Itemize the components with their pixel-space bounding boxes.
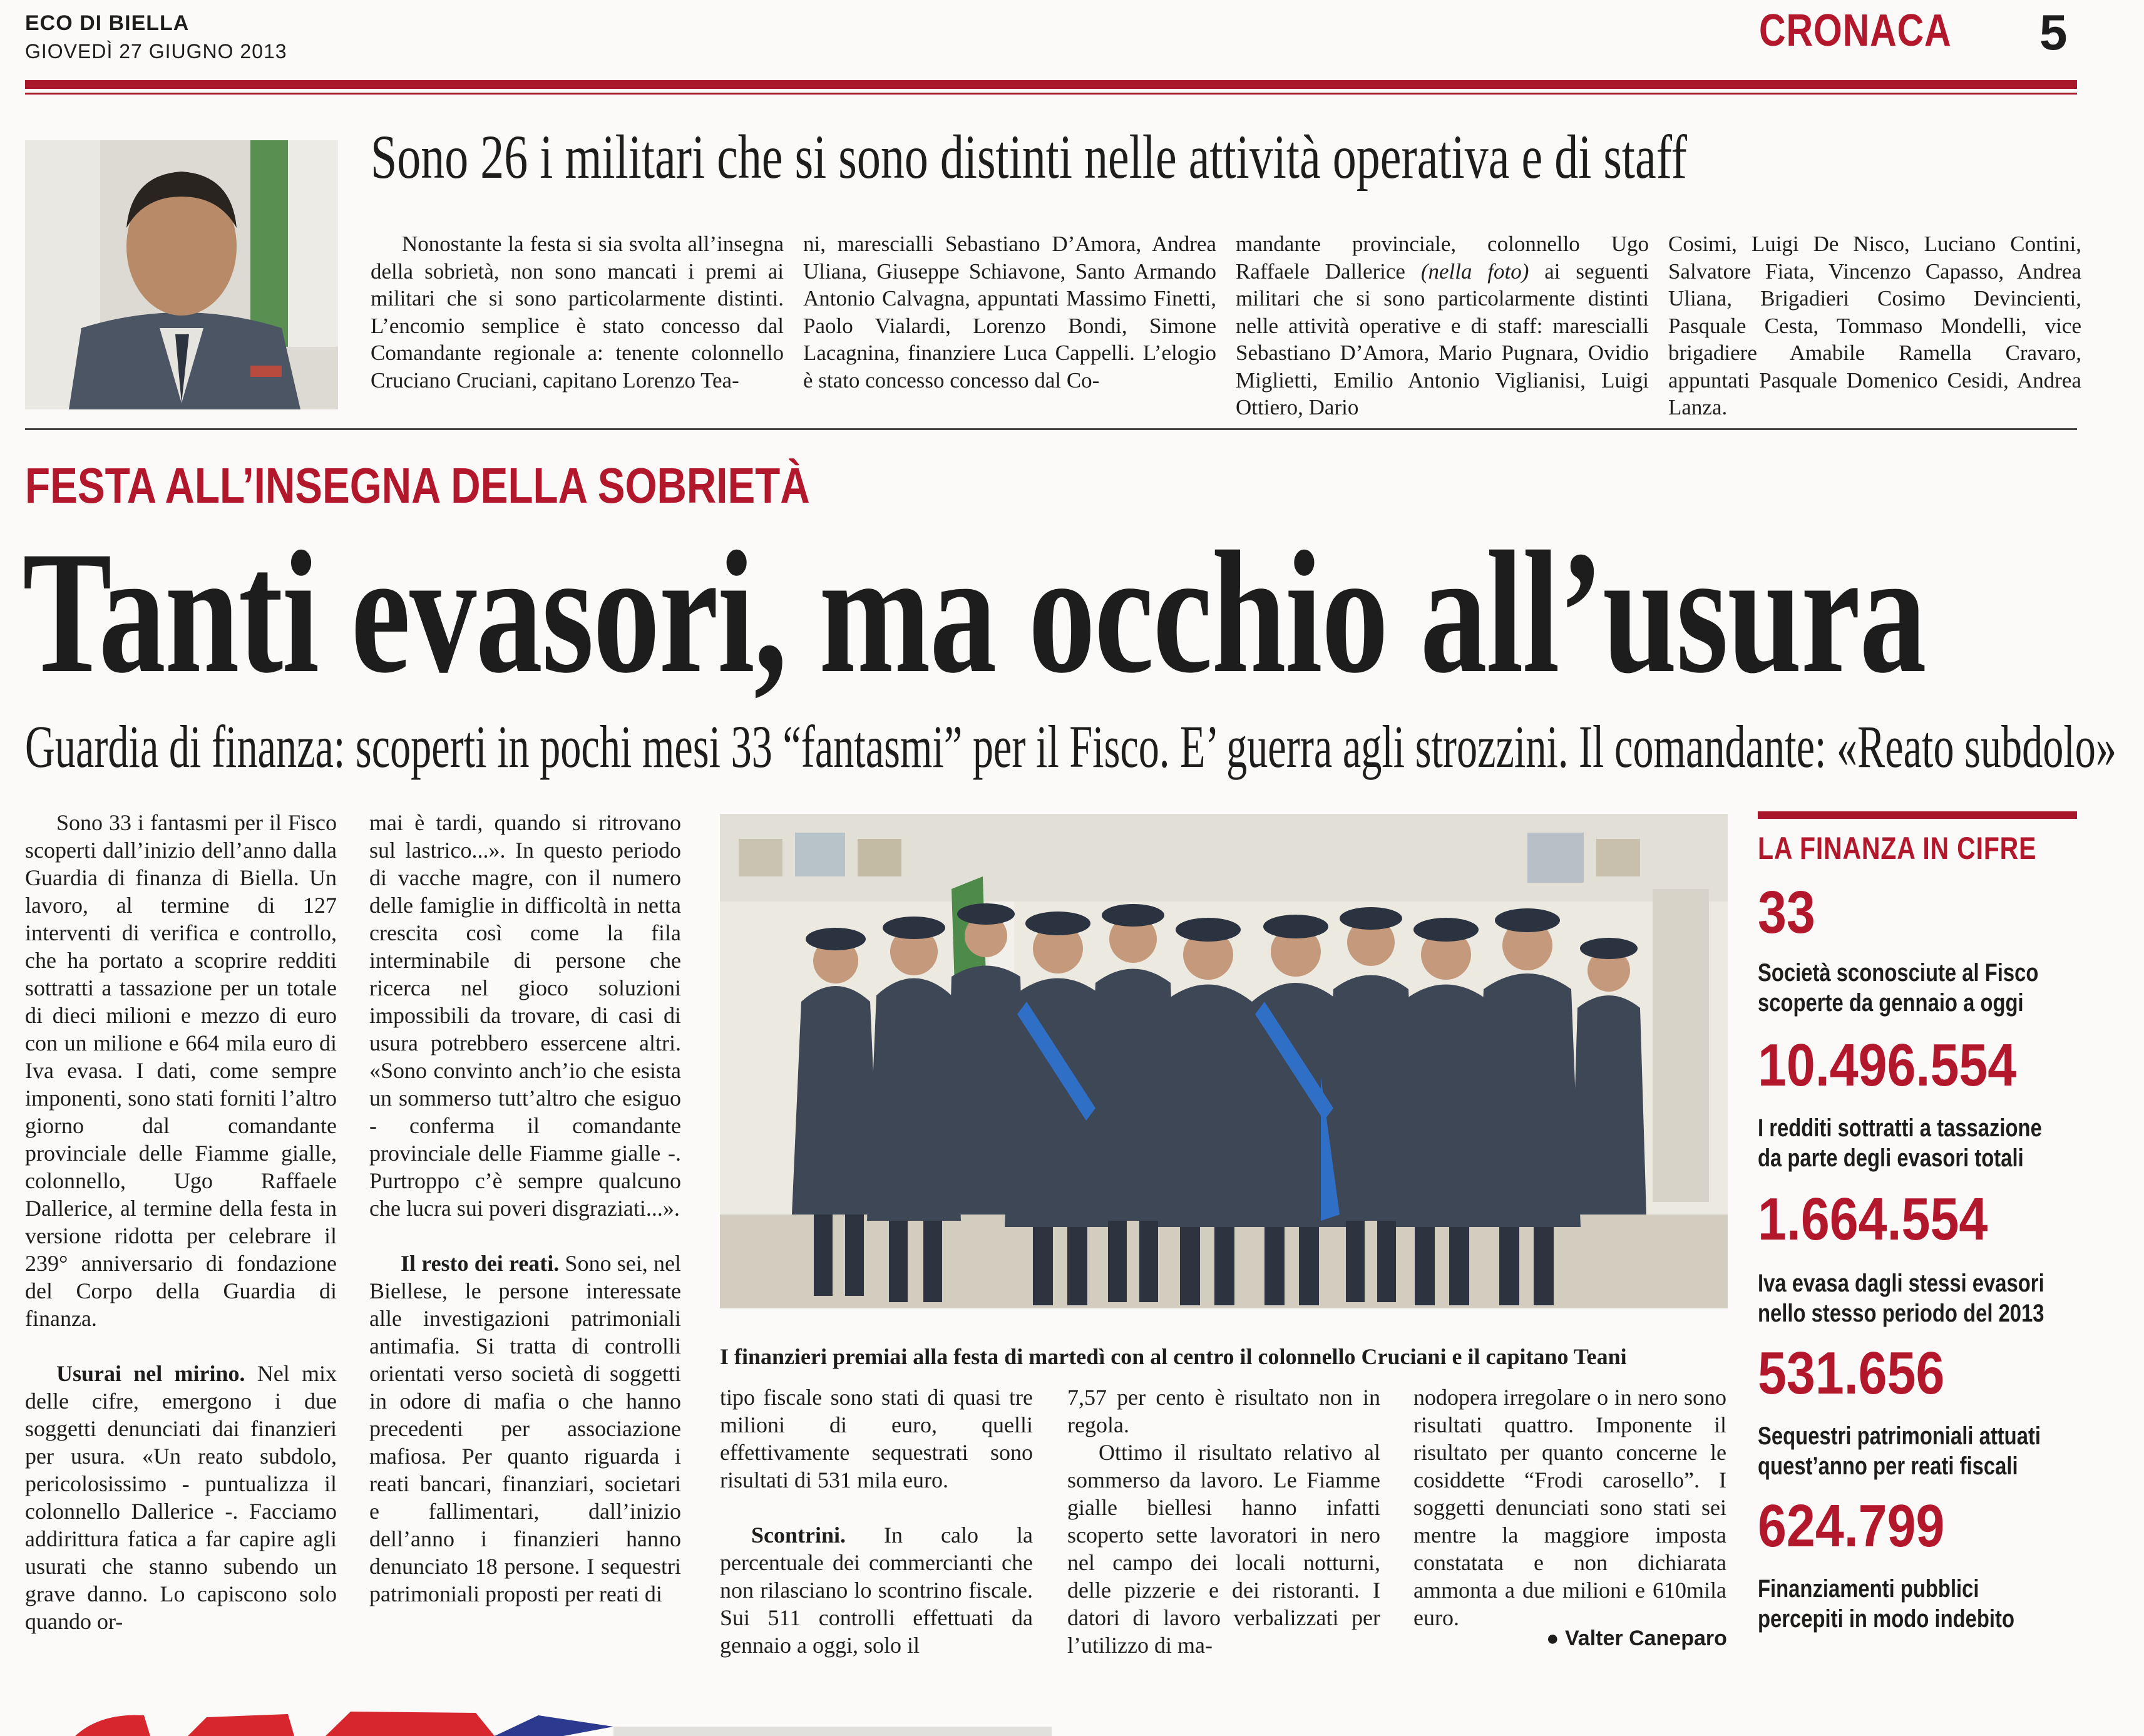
sidebar-title: LA FINANZA IN CIFRE [1758, 831, 2037, 866]
stat-line: Società sconosciute al Fisco [1758, 959, 2039, 987]
top-column-text [1236, 230, 1649, 421]
header-rule [25, 80, 2077, 89]
photo-caption: I finanzieri premiai alla festa di martedì con al centro il colonnello Cruciani e il capitano Teani [720, 1344, 1627, 1369]
portrait-photo [25, 140, 338, 409]
stat-line: Iva evasa dagli stessi evasori [1758, 1270, 2044, 1297]
section-label: CRONACA [1759, 6, 1952, 56]
paragraph: Sono 33 i fantasmi per il Fisco scoperti dall’inizio dell’anno dalla Guardia di finanza di Biella. Un lavoro, al termine di 127 interventi di verifica e controllo, che ha portato a scoprire redditi sottratti a tassazione per un totale di dieci milioni e mezzo di euro con un milione e 664 mila euro di Iva evasa. I dati, come sempre imponenti, sono stati forniti l’altro giorno dal comandante provinciale delle Fiamme gialle, colonnello, Ugo Raffaele Dallerice, al termine della festa in versione ridotta per celebrare il 239° anniversario di fondazione del Corpo della Guardia di finanza. [25, 810, 337, 1331]
stat-line: I redditi sottratti a tassazione [1758, 1114, 2042, 1142]
stat-description [1758, 1113, 2042, 1173]
body-column-4 [1067, 1384, 1380, 1659]
header-rule-thin [25, 93, 2077, 95]
stat-line: Sequestri patrimoniali attuati [1758, 1422, 2041, 1450]
paragraph [720, 1521, 1033, 1659]
paragraph-lead: Scontrini. [751, 1523, 846, 1548]
stat-line: quest’anno per reati fiscali [1758, 1452, 2018, 1480]
top-column-2 [803, 230, 1216, 394]
paragraph: 7,57 per cento è risultato non in regola. [1067, 1385, 1380, 1437]
body-column-3 [720, 1384, 1033, 1659]
subheadline: Guardia di finanza: scoperti in pochi mesi 33 “fantasmi” per il Fisco. E’ guerra agli strozzini. Il comandante: «Reato subdolo» [25, 713, 2117, 780]
stat-line: da parte degli evasori totali [1758, 1144, 2024, 1172]
stat-description [1758, 1574, 2014, 1634]
stat-description [1758, 1421, 2041, 1481]
top-column-4 [1668, 230, 2081, 421]
stat-description [1758, 1268, 2044, 1328]
body-column-2 [369, 809, 681, 1608]
byline-author: Valter Caneparo [1565, 1626, 1727, 1650]
top-column-text-a: mandante provinciale, colonnello Ugo Raffaele Dallerice [1236, 232, 1649, 284]
stat-line: scoperte da gennaio a oggi [1758, 989, 2024, 1017]
top-column-3 [1236, 230, 1649, 421]
page-number: 5 [2039, 4, 2068, 60]
paper-name: ECO DI BIELLA [25, 11, 190, 35]
stat-line: nello stesso periodo del 2013 [1758, 1300, 2044, 1327]
paragraph [25, 1360, 337, 1635]
paragraph-lead: Usurai nel mirino. [56, 1361, 245, 1386]
paragraph: tipo fiscale sono stati di quasi tre milioni di euro, quelli effettivamente sequestrati sono risultati di 531 mila euro. [720, 1385, 1033, 1492]
top-column-text: Nonostante la festa si sia svolta all’insegna della sobrietà, non sono mancati i premi ai militari che si sono particolarmente distinti. L’encomio semplice è stato concesso dal Comandante regionale a: tenente colonnello Cruciano Cruciani, capitano Lorenzo Tea- [371, 232, 784, 393]
top-headline: Sono 26 i militari che si sono distinti nelle attività operativa e di staff [371, 122, 1687, 192]
body-column-1 [25, 809, 337, 1635]
section-separator [25, 428, 2077, 430]
stat-line: percepiti in modo indebito [1758, 1605, 2014, 1633]
kicker: FESTA ALL’INSEGNA DELLA SOBRIETÀ [25, 458, 810, 513]
paragraph-lead: Il resto dei reati. [401, 1251, 560, 1276]
group-photo [720, 814, 1728, 1308]
paragraph: mai è tardi, quando si ritrovano sul lastrico...». In questo periodo di vacche magre, con il numero delle famiglie in difficoltà in netta crescita così come la fila interminabile di persone che ricerca nel gioco soluzioni impossibili da trovare, di casi di usura potrebbero essercene altri. «Sono convinto anch’io che esista un sommerso tutt’altro che esiguo - conferma il comandante provinciale delle Fiamme gialle -. Purtroppo c’è sempre qualcuno che lucra sui poveri disgraziati...». [369, 810, 681, 1221]
stat-number: 531.656 [1758, 1340, 1945, 1407]
paragraph: nodopera irregolare o in nero sono risultati quattro. Imponente il risultato per quanto concerne le cosiddette “Frodi carosello”. I soggetti denunciati sono stati sei mentre la maggiore imposta constatata e non dichiarata ammonta a due milioni e 610mila euro. [1413, 1385, 1726, 1630]
paragraph-text: Sono sei, nel Biellese, le persone interessate alle investigazioni patrimoniali antimafia. Si tratta di controlli orientati verso società di soggetti in odore di mafia o che hanno precedenti per associazione mafiosa. Per quanto riguarda i reati bancari, finanziari, societari e fallimentari, dall’inizio dell’anno i finanzieri hanno denunciato 18 persone. I sequestri patrimoniali proposti per reati di [369, 1251, 681, 1606]
paragraph [369, 1250, 681, 1608]
paragraph-text: In calo la percentuale dei commercianti che non rilasciano lo scontrino fiscale. Sui 511 controlli effettuati da gennaio a oggi, solo il [720, 1523, 1033, 1658]
stat-description [1758, 958, 2038, 1018]
stat-number: 10.496.554 [1758, 1032, 2017, 1099]
stat-number: 624.799 [1758, 1492, 1945, 1559]
top-column-text: Cosimi, Luigi De Nisco, Luciano Contini, Salvatore Fiata, Vincenzo Capasso, Andrea Uliana, Brigadieri Cosimo Devincienti, Pasquale Cesta, Tommaso Mondelli, vice brigadiere Amabile Ramella Cravaro, appuntati Pasquale Domenico Cesidi, Andrea Lanza. [1668, 232, 2081, 419]
paragraph-text: Nel mix delle cifre, emergono i due soggetti denunciati dai finanzieri per usura. «Un reato subdolo, pericolosissimo - puntualizza il colonnello Dallerice -. Facciamo addirittura fatica a far capire agli usurati che stanno subendo un grave danno. Lo capiscono solo quando or- [25, 1361, 337, 1634]
stat-number: 1.664.554 [1758, 1186, 1988, 1253]
photo-reference: (nella foto) [1420, 259, 1529, 284]
issue-date: GIOVEDÌ 27 GIUGNO 2013 [25, 40, 287, 63]
top-column-text: ni, marescialli Sebastiano D’Amora, Andrea Uliana, Giuseppe Schiavone, Santo Armando Antonio Calvagna, appuntati Massimo Finetti, Paolo Vialardi, Lorenzo Bondi, Simone Lacagnina, finanziere Luca Cappelli. L’elogio è stato concesso concesso dal Co- [803, 232, 1216, 393]
main-headline: Tanti evasori, ma occhio all’usura [23, 515, 1926, 709]
byline [1546, 1626, 1727, 1651]
stat-line: Finanziamenti pubblici [1758, 1575, 1979, 1603]
sidebar-rule [1758, 811, 2077, 819]
body-column-5 [1413, 1384, 1726, 1631]
bullet-icon: ● [1546, 1626, 1559, 1650]
top-column-1 [371, 230, 784, 394]
stat-number: 33 [1758, 879, 1815, 946]
top-column-text-b: ai seguenti militari che si sono particolarmente distinti nelle attività operative e di staff: marescialli Sebastiano D’Amora, Mario Pugnara, Ovidio Miglietti, Emilio Antonio Viglianisi, Luigi Ottiero, Dario [1236, 259, 1649, 419]
paragraph: Ottimo il risultato relativo al sommerso da lavoro. Le Fiamme gialle biellesi hanno infatti scoperto sette lavoratori in nero nel campo dei locali notturni, delle pizzerie e dei ristoranti. I datori di lavoro verbalizzati per l’utilizzo di ma- [1067, 1440, 1380, 1658]
advertisement-strip [0, 1708, 2144, 1736]
